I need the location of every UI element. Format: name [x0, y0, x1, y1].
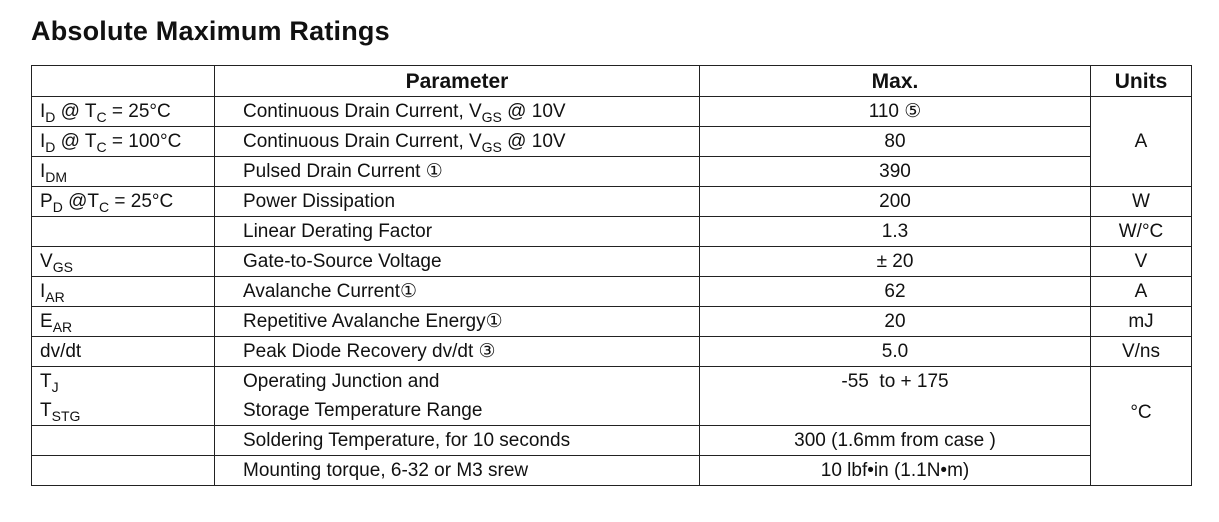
max-cell: 390 — [700, 157, 1091, 187]
symbol-cell: $T_{STG}$ — [32, 396, 215, 426]
max-cell: 62 — [700, 277, 1091, 307]
symbol-cell: $T_J$ — [32, 367, 215, 397]
table-row — [32, 307, 1192, 337]
table-header-row — [32, 66, 1192, 97]
table-row — [32, 456, 1192, 486]
table-row — [32, 247, 1192, 277]
parameter-cell: Pulsed Drain Current ① — [215, 157, 700, 187]
table-row — [32, 277, 1192, 307]
max-cell: 110 ⑤ — [700, 97, 1091, 127]
symbol-cell: $I_{AR}$ — [32, 277, 215, 307]
parameter-cell: Peak Diode Recovery dv/dt ③ — [215, 337, 700, 367]
symbol-cell: $I_{DM}$ — [32, 157, 215, 187]
symbol-header — [32, 66, 215, 97]
table-row — [32, 187, 1192, 217]
symbol-cell — [32, 217, 215, 247]
symbol-cell — [32, 456, 215, 486]
max-cell: 5.0 — [700, 337, 1091, 367]
max-cell: ± 20 — [700, 247, 1091, 277]
max-header: Max. — [700, 66, 1091, 97]
parameter-cell: Power Dissipation — [215, 187, 700, 217]
parameter-cell: Avalanche Current① — [215, 277, 700, 307]
units-cell: W — [1091, 187, 1192, 217]
max-cell: 300 (1.6mm from case ) — [700, 426, 1091, 456]
symbol-cell: $E_{AR}$ — [32, 307, 215, 337]
symbol-cell: $I_D$ @ $T_C = 25^\circ C$ — [32, 97, 215, 127]
max-cell: -55 to + 175 — [700, 367, 1091, 397]
parameter-cell: Repetitive Avalanche Energy① — [215, 307, 700, 337]
max-cell: 20 — [700, 307, 1091, 337]
units-cell: mJ — [1091, 307, 1192, 337]
units-cell: A — [1091, 277, 1192, 307]
units-header: Units — [1091, 66, 1192, 97]
units-cell: V/ns — [1091, 337, 1192, 367]
max-cell — [700, 396, 1091, 426]
table-row — [32, 217, 1192, 247]
parameter-cell: Mounting torque, 6-32 or M3 srew — [215, 456, 700, 486]
max-cell: 10 lbf•in (1.1N•m) — [700, 456, 1091, 486]
parameter-cell: Soldering Temperature, for 10 seconds — [215, 426, 700, 456]
table-row — [32, 337, 1192, 367]
symbol-cell: dv/dt — [32, 337, 215, 367]
parameter-header: Parameter — [215, 66, 700, 97]
table-row — [32, 396, 1192, 426]
table-row — [32, 127, 1192, 157]
parameter-cell: Continuous Drain Current, $V_{GS}$ @ 10V — [215, 127, 700, 157]
symbol-cell: $I_D$ @ $T_C = 100^\circ C$ — [32, 127, 215, 157]
table-row — [32, 426, 1192, 456]
symbol-cell: $V_{GS}$ — [32, 247, 215, 277]
max-cell: 80 — [700, 127, 1091, 157]
max-cell: 1.3 — [700, 217, 1091, 247]
table-row — [32, 157, 1192, 187]
units-cell: W/°C — [1091, 217, 1192, 247]
ratings-table — [31, 65, 1192, 486]
parameter-cell: Linear Derating Factor — [215, 217, 700, 247]
parameter-cell: Gate-to-Source Voltage — [215, 247, 700, 277]
units-cell: V — [1091, 247, 1192, 277]
symbol-cell — [32, 426, 215, 456]
units-cell: °C — [1091, 367, 1192, 486]
parameter-cell: Continuous Drain Current, $V_{GS}$ @ 10V — [215, 97, 700, 127]
parameter-cell: Storage Temperature Range — [215, 396, 700, 426]
units-cell: A — [1091, 97, 1192, 187]
table-row — [32, 367, 1192, 397]
page-title: Absolute Maximum Ratings — [31, 16, 390, 46]
symbol-cell: $P_D$ $@T_C = 25^\circ C$ — [32, 187, 215, 217]
table-row — [32, 97, 1192, 127]
max-cell: 200 — [700, 187, 1091, 217]
parameter-cell: Operating Junction and — [215, 367, 700, 397]
